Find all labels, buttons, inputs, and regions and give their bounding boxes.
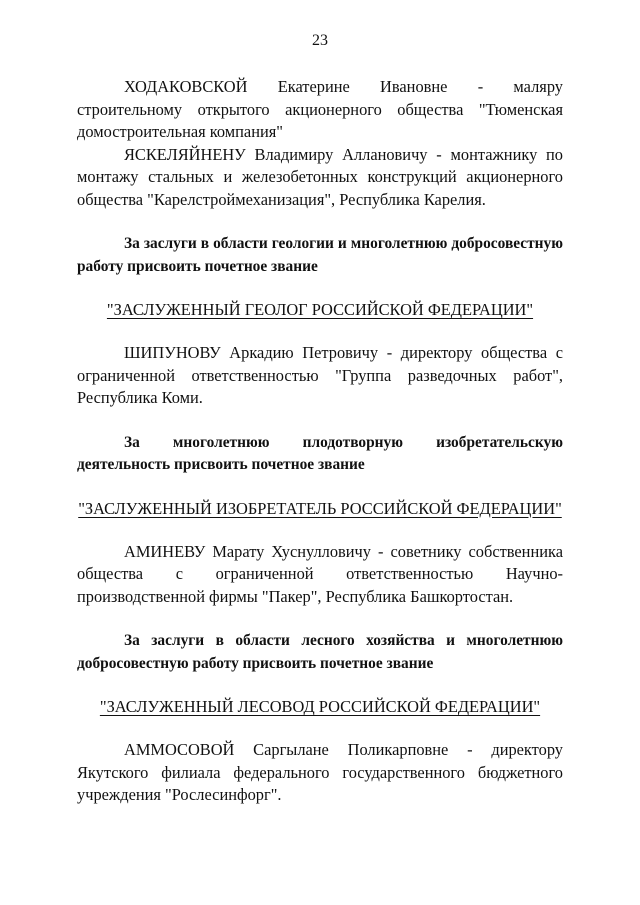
- title-forester: [77, 696, 563, 718]
- page-number: 23: [312, 32, 328, 49]
- title-geologist-text: "ЗАСЛУЖЕННЫЙ ГЕОЛОГ РОССИЙСКОЙ ФЕДЕРАЦИИ": [106, 300, 534, 319]
- title-inventor: [77, 498, 563, 520]
- decree-forester: За заслуги в области лесного хозяйства и многолетнюю добросовестную работу присвоить почетное звание: [77, 632, 563, 672]
- decree-inventor: За многолетнюю плодотворную изобретательскую деятельность присвоить почетное звание: [77, 433, 563, 473]
- recipient-aminev: АМИНЕВУ Марату Хуснулловичу - советнику собственника общества с ограниченной ответственностью Научно-производственной фирмы "Пакер", Республика Башкортостан.: [77, 541, 563, 606]
- recipient-ammosova: АММОСОВОЙ Саргылане Поликарповне - директору Якутского филиала федерального государственного бюджетного учреждения "Рослесинфорг".: [77, 740, 563, 804]
- title-forester-text: "ЗАСЛУЖЕННЫЙ ЛЕСОВОД РОССИЙСКОЙ ФЕДЕРАЦИИ": [99, 697, 541, 716]
- decree-geologist: За заслуги в области геологии и многолетнюю добросовестную работу присвоить почетное звание: [77, 235, 563, 275]
- title-geologist: [77, 299, 563, 321]
- title-inventor-text: "ЗАСЛУЖЕННЫЙ ИЗОБРЕТАТЕЛЬ РОССИЙСКОЙ ФЕДЕРАЦИИ": [78, 498, 562, 518]
- recipient-shipunov: ШИПУНОВУ Аркадию Петровичу - директору общества с ограниченной ответственностью "Группа разведочных работ", Республика Коми.: [77, 343, 563, 407]
- recipient-yaskelyainen: ЯСКЕЛЯЙНЕНУ Владимиру Аллановичу - монтажнику по монтажу стальных и железобетонных конструкций акционерного общества "Карелстроймеханизация", Республика Карелия.: [77, 144, 563, 209]
- document-body: [77, 76, 563, 807]
- recipient-khodakovskaya: ХОДАКОВСКОЙ Екатерине Ивановне - маляру строительному открытого акционерного общества "Тюменская домостроительная компания": [77, 77, 563, 141]
